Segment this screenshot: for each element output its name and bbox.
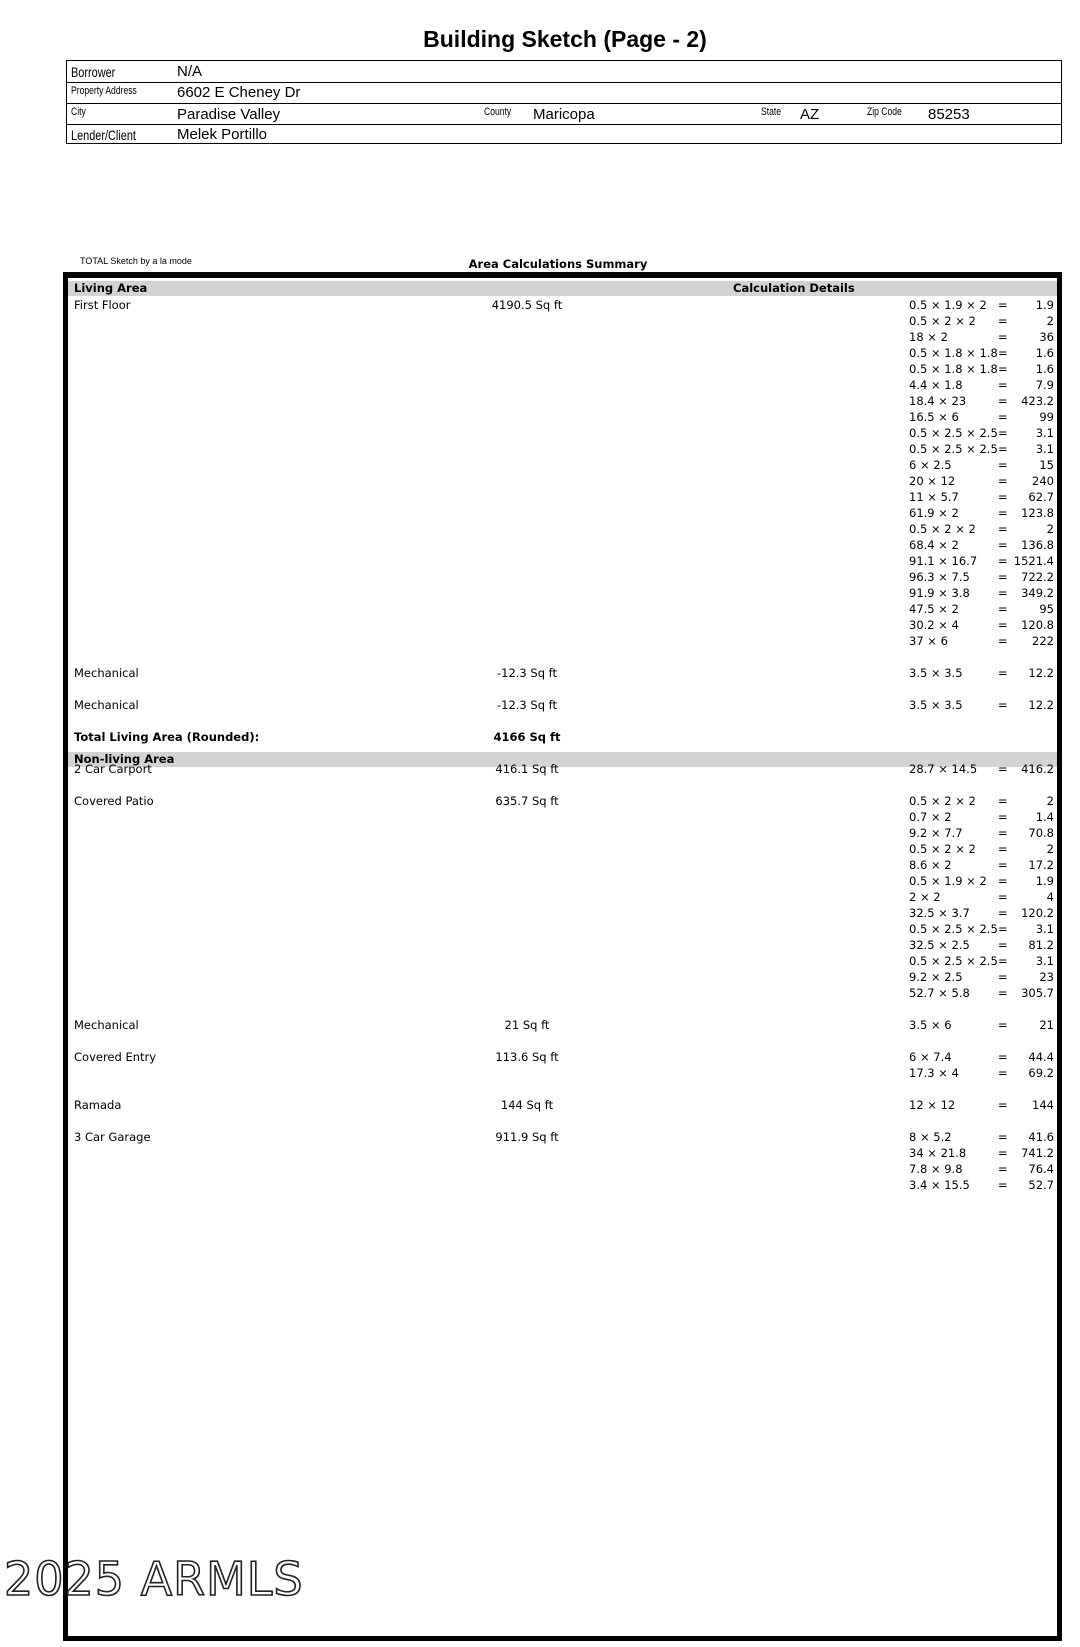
row-equals: = [998,874,1008,888]
row-equals: = [998,362,1008,376]
row-result: 15 [1039,458,1054,472]
row-expression: 18 × 2 [909,330,948,344]
row-result: 41.6 [1028,1130,1054,1144]
row-expression: 0.5 × 2.5 × 2.5 [909,922,998,936]
row-expression: 0.5 × 1.9 × 2 [909,874,987,888]
row-result: 416.2 [1021,762,1054,776]
row-area: -12.3 Sq ft [496,698,558,712]
row-expression: 0.5 × 2.5 × 2.5 [909,954,998,968]
row-result: 23 [1039,970,1054,984]
row-equals: = [998,858,1008,872]
row-expression: 0.5 × 1.8 × 1.8 [909,346,998,360]
table-row [0,729,1080,745]
header-row-city [67,103,1061,125]
row-equals: = [998,1178,1008,1192]
table-row [0,697,1080,713]
row-equals: = [998,1098,1008,1112]
row-equals: = [998,1162,1008,1176]
borrower-value: N/A [177,63,203,80]
lender-label: Lender/Client [71,127,136,143]
row-result: 21 [1039,1018,1054,1032]
table-row [0,905,1080,921]
row-result: 120.2 [1021,906,1054,920]
row-expression: 3.5 × 3.5 [909,698,963,712]
row-expression: 11 × 5.7 [909,490,959,504]
row-equals: = [998,762,1008,776]
table-row [0,457,1080,473]
row-equals: = [998,986,1008,1000]
table-row [0,985,1080,1001]
table-row [0,505,1080,521]
row-area: 113.6 Sq ft [495,1050,559,1064]
row-expression: 0.5 × 2.5 × 2.5 [909,442,998,456]
row-name: First Floor [74,298,131,312]
row-expression: 0.5 × 1.8 × 1.8 [909,362,998,376]
row-equals: = [998,634,1008,648]
table-row [0,1065,1080,1081]
table-row [0,953,1080,969]
row-result: 3.1 [1035,954,1054,968]
row-result: 36 [1039,330,1054,344]
row-expression: 0.5 × 2 × 2 [909,842,976,856]
table-row [0,889,1080,905]
row-equals: = [998,698,1008,712]
row-result: 69.2 [1028,1066,1054,1080]
county-value: Maricopa [533,106,595,123]
table-row [0,1145,1080,1161]
header-table [66,60,1062,144]
row-result: 349.2 [1021,586,1054,600]
table-row [0,1129,1080,1145]
table-row [0,393,1080,409]
row-expression: 30.2 × 4 [909,618,959,632]
city-value: Paradise Valley [177,106,281,123]
row-expression: 52.7 × 5.8 [909,986,970,1000]
row-equals: = [998,970,1008,984]
table-row [0,1161,1080,1177]
row-name: Mechanical [74,666,139,680]
table-row [0,1177,1080,1193]
row-equals: = [998,410,1008,424]
header-row-lender [67,124,1061,145]
row-result: 741.2 [1021,1146,1054,1160]
row-equals: = [998,906,1008,920]
table-row [0,1049,1080,1065]
table-row [0,841,1080,857]
table-row [0,793,1080,809]
row-expression: 37 × 6 [909,634,948,648]
borrower-label: Borrower [71,64,116,80]
table-row [0,1097,1080,1113]
row-result: 7.9 [1035,378,1054,392]
row-expression: 0.5 × 1.9 × 2 [909,298,987,312]
table-row [0,377,1080,393]
table-row [0,361,1080,377]
row-equals: = [998,1018,1008,1032]
row-expression: 61.9 × 2 [909,506,959,520]
zip-value: 85253 [928,106,970,123]
row-expression: 18.4 × 23 [909,394,967,408]
row-result: 1521.4 [1013,554,1054,568]
row-result: 136.8 [1021,538,1054,552]
row-name: 3 Car Garage [74,1130,151,1144]
row-result: 1.9 [1035,874,1054,888]
row-result: 62.7 [1028,490,1054,504]
row-equals: = [998,554,1008,568]
table-row [0,665,1080,681]
living-area-heading: Living Area [74,281,148,295]
row-expression: 32.5 × 3.7 [909,906,970,920]
row-equals: = [998,458,1008,472]
row-result: 12.2 [1028,698,1054,712]
row-expression: 12 × 12 [909,1098,956,1112]
row-name: Mechanical [74,1018,139,1032]
row-result: 123.8 [1021,506,1054,520]
row-equals: = [998,522,1008,536]
row-equals: = [998,426,1008,440]
row-result: 95 [1039,602,1054,616]
row-area: 911.9 Sq ft [495,1130,559,1144]
row-equals: = [998,794,1008,808]
row-expression: 32.5 × 2.5 [909,938,970,952]
row-expression: 3.4 × 15.5 [909,1178,970,1192]
row-name: Mechanical [74,698,139,712]
row-equals: = [998,298,1008,312]
row-result: 2 [1046,522,1054,536]
table-row [0,857,1080,873]
row-expression: 6 × 7.4 [909,1050,952,1064]
table-row [0,297,1080,313]
row-equals: = [998,1130,1008,1144]
row-name: 2 Car Carport [74,762,152,776]
state-value: AZ [800,106,820,123]
row-expression: 9.2 × 7.7 [909,826,963,840]
row-result: 1.4 [1035,810,1054,824]
row-expression: 8 × 5.2 [909,1130,952,1144]
table-row [0,489,1080,505]
table-row [0,969,1080,985]
property-address-label: Property Address [71,85,137,97]
row-expression: 47.5 × 2 [909,602,959,616]
table-row [0,825,1080,841]
row-area: 4166 Sq ft [493,730,561,744]
row-result: 144 [1032,1098,1054,1112]
row-expression: 3.5 × 6 [909,1018,952,1032]
table-row [0,921,1080,937]
row-equals: = [998,442,1008,456]
row-area: 144 Sq ft [500,1098,554,1112]
row-equals: = [998,1146,1008,1160]
row-expression: 3.5 × 3.5 [909,666,963,680]
state-label: State [761,106,782,118]
row-name: Covered Entry [74,1050,157,1064]
row-equals: = [998,346,1008,360]
row-expression: 17.3 × 4 [909,1066,959,1080]
row-expression: 91.1 × 16.7 [909,554,978,568]
table-row [0,409,1080,425]
row-equals: = [998,586,1008,600]
row-result: 3.1 [1035,426,1054,440]
row-name: Covered Patio [74,794,154,808]
table-row [0,1017,1080,1033]
row-equals: = [998,810,1008,824]
calculation-details-heading: Calculation Details [733,281,855,295]
header-row-address [67,82,1061,104]
row-expression: 0.7 × 2 [909,810,952,824]
row-result: 722.2 [1021,570,1054,584]
row-result: 3.1 [1035,442,1054,456]
row-equals: = [998,538,1008,552]
row-expression: 68.4 × 2 [909,538,959,552]
row-expression: 0.5 × 2 × 2 [909,794,976,808]
summary-title: Area Calculations Summary [468,257,648,271]
row-expression: 96.3 × 7.5 [909,570,970,584]
row-result: 2 [1046,314,1054,328]
row-result: 3.1 [1035,922,1054,936]
row-result: 222 [1032,634,1054,648]
table-row [0,761,1080,777]
row-area: 21 Sq ft [504,1018,550,1032]
living-area-band [68,281,1057,296]
row-equals: = [998,490,1008,504]
row-result: 1.9 [1035,298,1054,312]
row-result: 305.7 [1021,986,1054,1000]
row-equals: = [998,842,1008,856]
row-result: 240 [1032,474,1054,488]
row-equals: = [998,618,1008,632]
row-equals: = [998,1066,1008,1080]
row-expression: 28.7 × 14.5 [909,762,978,776]
row-area: -12.3 Sq ft [496,666,558,680]
zip-label: Zip Code [867,106,902,118]
row-equals: = [998,922,1008,936]
table-row [0,441,1080,457]
row-equals: = [998,826,1008,840]
row-result: 17.2 [1028,858,1054,872]
row-result: 76.4 [1028,1162,1054,1176]
row-equals: = [998,506,1008,520]
row-equals: = [998,474,1008,488]
page-title: Building Sketch (Page - 2) [423,26,707,52]
row-result: 99 [1039,410,1054,424]
row-result: 4 [1046,890,1054,904]
row-expression: 91.9 × 3.8 [909,586,970,600]
table-row [0,809,1080,825]
table-row [0,425,1080,441]
row-expression: 7.8 × 9.8 [909,1162,963,1176]
watermark: 2025 ARMLS [4,1552,304,1606]
header-row-borrower [67,61,1061,83]
table-row [0,873,1080,889]
row-equals: = [998,378,1008,392]
table-row [0,585,1080,601]
row-result: 423.2 [1021,394,1054,408]
table-row [0,569,1080,585]
row-expression: 0.5 × 2.5 × 2.5 [909,426,998,440]
table-row [0,633,1080,649]
property-address-value: 6602 E Cheney Dr [177,84,301,101]
row-equals: = [998,394,1008,408]
row-equals: = [998,602,1008,616]
row-equals: = [998,330,1008,344]
row-area: 416.1 Sq ft [495,762,559,776]
nonliving-area-heading: Non-living Area [74,752,175,766]
table-row [0,329,1080,345]
row-area: 635.7 Sq ft [495,794,559,808]
row-expression: 6 × 2.5 [909,458,952,472]
row-result: 12.2 [1028,666,1054,680]
row-equals: = [998,954,1008,968]
row-result: 52.7 [1028,1178,1054,1192]
table-row [0,537,1080,553]
row-result: 1.6 [1035,362,1054,376]
row-result: 70.8 [1028,826,1054,840]
row-expression: 16.5 × 6 [909,410,959,424]
table-row [0,521,1080,537]
row-name: Ramada [74,1098,122,1112]
row-result: 120.8 [1021,618,1054,632]
row-expression: 0.5 × 2 × 2 [909,522,976,536]
row-expression: 8.6 × 2 [909,858,952,872]
row-expression: 20 × 12 [909,474,956,488]
row-result: 44.4 [1028,1050,1054,1064]
row-equals: = [998,666,1008,680]
table-row [0,601,1080,617]
row-area: 4190.5 Sq ft [491,298,563,312]
city-label: City [71,106,86,118]
row-result: 2 [1046,794,1054,808]
table-row [0,473,1080,489]
row-equals: = [998,314,1008,328]
row-name: Total Living Area (Rounded): [74,730,260,744]
table-row [0,617,1080,633]
row-result: 81.2 [1028,938,1054,952]
row-equals: = [998,890,1008,904]
table-row [0,553,1080,569]
table-row [0,937,1080,953]
row-expression: 34 × 21.8 [909,1146,967,1160]
row-expression: 9.2 × 2.5 [909,970,963,984]
lender-value: Melek Portillo [177,126,268,143]
table-row [0,313,1080,329]
row-equals: = [998,1050,1008,1064]
row-expression: 4.4 × 1.8 [909,378,963,392]
row-equals: = [998,938,1008,952]
row-result: 1.6 [1035,346,1054,360]
sketch-by-label: TOTAL Sketch by a la mode [80,256,192,266]
row-expression: 2 × 2 [909,890,941,904]
row-equals: = [998,570,1008,584]
county-label: County [484,106,512,118]
row-expression: 0.5 × 2 × 2 [909,314,976,328]
row-result: 2 [1046,842,1054,856]
table-row [0,345,1080,361]
